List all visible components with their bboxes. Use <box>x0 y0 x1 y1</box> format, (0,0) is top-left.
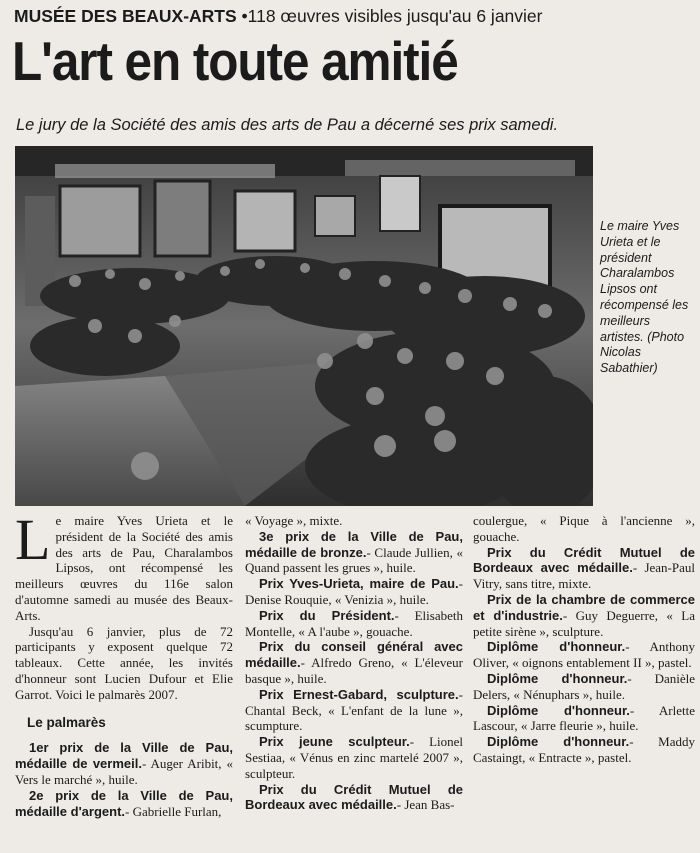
prize-entry <box>245 782 463 814</box>
section-label: MUSÉE DES BEAUX-ARTS <box>14 6 237 26</box>
prize-title: 2e prix de la Ville de Pau, médaille d'argent. <box>15 787 233 819</box>
prize-text: - Chantal Beck, « L'enfant de la lune », scumpture. <box>245 686 463 734</box>
prize-title: Prix du Crédit Mutuel de Bordeaux avec médaille. <box>245 781 463 813</box>
prize-entry <box>15 740 233 787</box>
kicker-text: •118 œuvres visibles jusqu'au 6 janvier <box>236 6 543 26</box>
intro-text: e maire Yves Urieta et le président de la Société des amis des arts de Pau, Charalambos Lipsos, ont récompensé les meilleurs œuvres du 116e salon d'automne samedi au musée des Beaux-Arts. <box>15 513 233 623</box>
prize-entry <box>473 671 695 703</box>
intro-paragraph <box>15 513 233 624</box>
drop-cap: L <box>15 513 51 572</box>
prize-text: - Guy Deguerre, « La petite sirène », sculpture. <box>473 607 695 639</box>
prize-title: 1er prix de la Ville de Pau, médaille de vermeil. <box>15 740 233 772</box>
prize-text: - Auger Aribit, « Vers le marché », huile. <box>15 756 233 787</box>
prize-text: - Jean Bas- <box>396 797 455 813</box>
photo-illustration <box>15 146 593 506</box>
prize-entry <box>245 608 463 640</box>
prize-entry <box>473 592 695 639</box>
prize-entry <box>245 639 463 686</box>
prize-text: - Lionel Sestiaa, « Vénus en zinc martelé 2007 », sculpteur. <box>245 734 463 781</box>
prize-title: 3e prix de la Ville de Pau, médaille de bronze. <box>245 528 463 560</box>
prize-entry <box>245 576 463 608</box>
prize-title: Diplôme d'honneur. <box>487 670 628 686</box>
prize-text: - Anthony Oliver, « oignons entablement II », pastel. <box>473 639 695 671</box>
prize-text: - Jean-Paul Vitry, sans titre, mixte. <box>473 560 695 592</box>
gallery-photo <box>15 146 593 506</box>
prize-entry <box>15 788 233 820</box>
prize-title: Diplôme d'honneur. <box>487 639 626 655</box>
standfirst: Le jury de la Société des amis des arts de Pau a décerné ses prix samedi. <box>16 116 559 134</box>
kicker <box>14 6 694 27</box>
prize-entry <box>245 529 463 576</box>
subheading-palmares: Le palmarès <box>27 714 106 730</box>
prize-text: - Claude Jullien, « Quand passent les grues », huile. <box>245 544 463 576</box>
prize-title: Diplôme d'honneur. <box>487 702 630 718</box>
headline: L'art en toute amitié <box>12 30 458 92</box>
prize-title: Prix Ernest-Gabard, sculpture. <box>259 686 459 702</box>
article-column-1 <box>15 513 233 849</box>
photo-caption: Le maire Yves Urieta et le président Charalambos Lipsos ont récompensé les meilleurs artistes. (Photo Nicolas Sabathier) <box>600 219 689 376</box>
prize-title: Prix du Président. <box>259 607 395 623</box>
prize-text: - Denise Rouquie, « Venizia », huile. <box>245 576 463 607</box>
prize-text: - Gabrielle Furlan, <box>125 803 222 819</box>
prize-text: - Danièle Delers, « Nénuphars », huile. <box>473 670 695 702</box>
article-column-2 <box>245 513 463 849</box>
prize-title: Diplôme d'honneur. <box>487 734 630 750</box>
article-column-3 <box>473 513 695 849</box>
prize-title: Prix Yves-Urieta, maire de Pau. <box>259 576 459 592</box>
prize-text: - Elisabeth Montelle, « A l'aube », gouache. <box>245 607 463 639</box>
prize-title: Prix de la chambre de commerce et d'industrie. <box>473 591 695 623</box>
prize-title: Prix jeune sculpteur. <box>259 734 410 750</box>
prize-text: - Arlette Lascour, « Jarre fleurie », huile. <box>473 702 695 734</box>
paragraph-2: Jusqu'au 6 janvier, plus de 72 participants y exposent quelque 72 tableaux. Cette année, les invités d'honneur sont Lucien Dufour et Elie Garrot. Voici le palmarès 2007. <box>15 623 233 702</box>
prize-entry <box>245 687 463 734</box>
prize-entry <box>473 703 695 735</box>
prize-text: - Alfredo Greno, « L'éleveur basque », huile. <box>245 655 463 686</box>
prize-text: - Maddy Castaingt, « Entracte », pastel. <box>473 734 695 765</box>
prize-entry <box>473 545 695 592</box>
prize-title: Prix du conseil général avec médaille. <box>245 639 463 671</box>
prize-entry <box>245 734 463 781</box>
prize-entry <box>473 639 695 671</box>
prize-title: Prix du Crédit Mutuel de Bordeaux avec médaille. <box>473 544 695 576</box>
continued-text: coulergue, « Pique à l'ancienne », gouache. <box>473 513 695 544</box>
continued-text: « Voyage », mixte. <box>245 513 343 528</box>
prize-entry <box>473 734 695 766</box>
